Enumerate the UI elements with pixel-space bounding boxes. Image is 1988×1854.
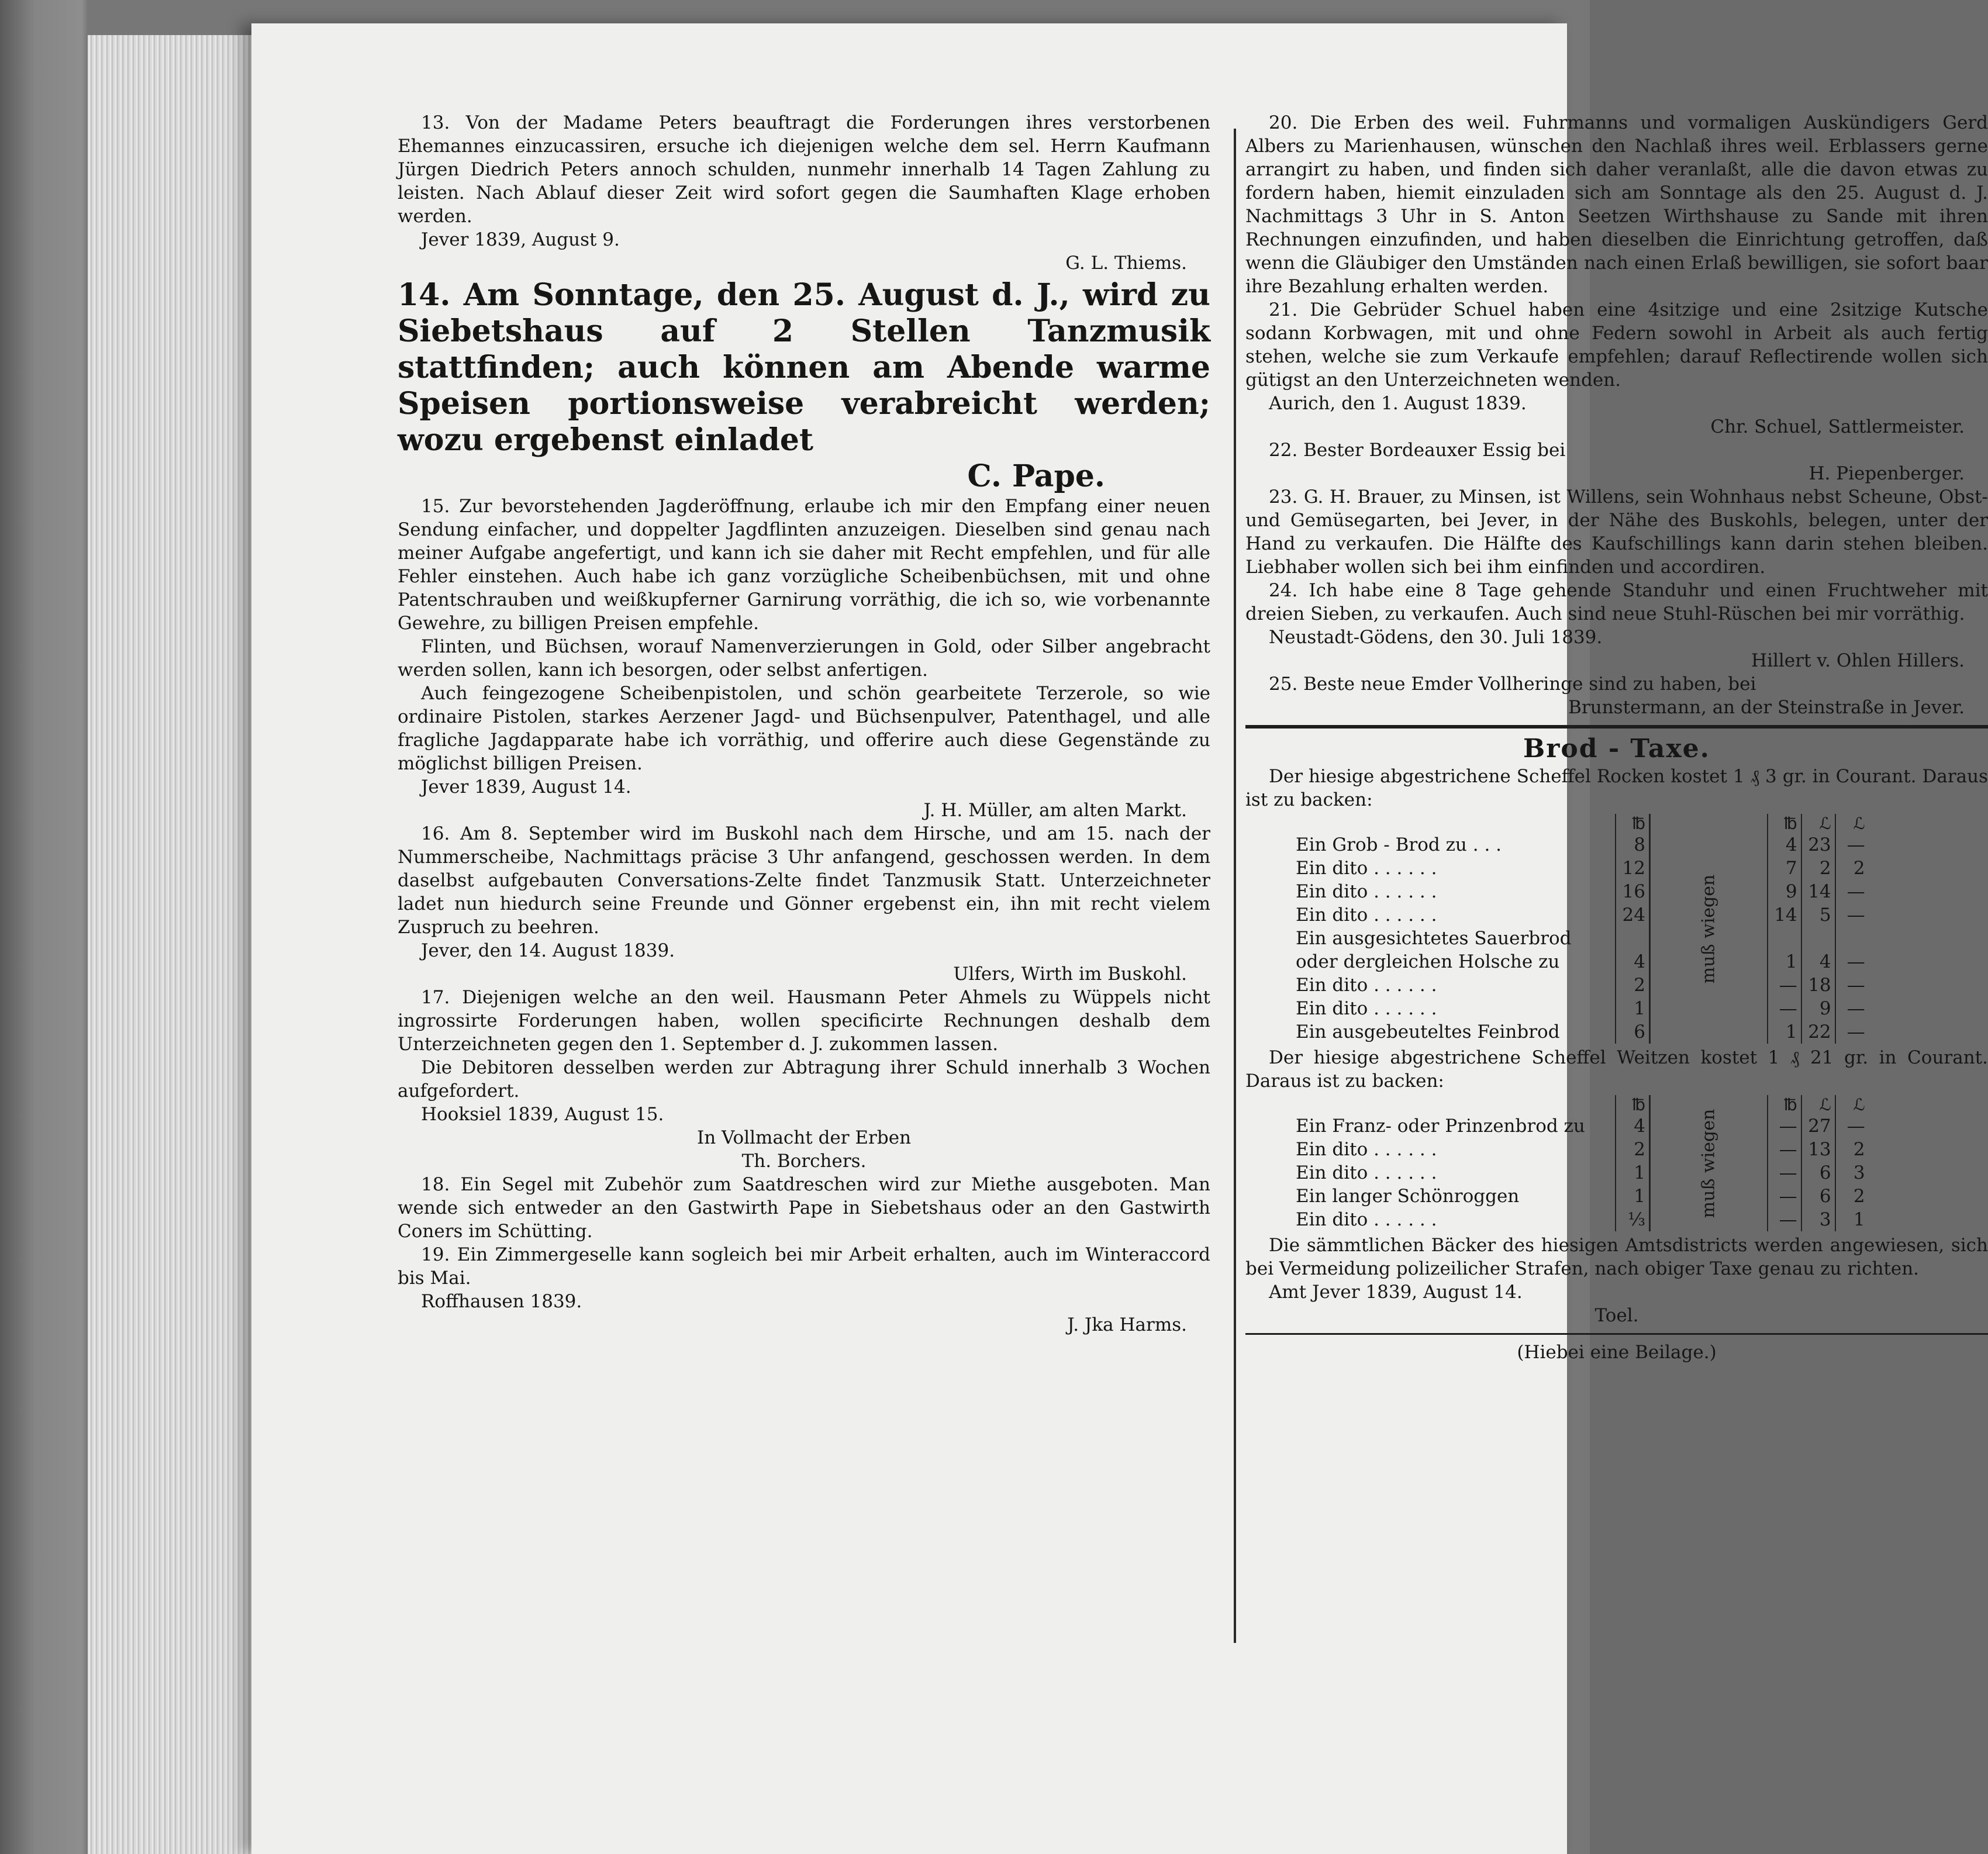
bread-name-cell: Ein dito . . . . . .	[1296, 858, 1437, 879]
value-cell	[1801, 927, 1835, 950]
notice-15-paragraph-2: Flinten, und Büchsen, worauf Namenverzierungen in Gold, oder Silber angebracht werden sollen, kann ich besorgen, oder selbst anfertigen.	[398, 636, 1210, 681]
table-row	[1292, 1185, 1869, 1208]
table-row	[1292, 927, 1869, 950]
value-cell: 2	[1835, 1138, 1869, 1161]
notice-14-text: 14. Am Sonntage, den 25. August d. J., wird zu Siebetshaus auf 2 Stellen Tanzmusik stattfinden; auch können am Abende warme Speisen portionsweise verabreicht werden; wozu ergebenst einladet	[398, 277, 1210, 458]
bread-name-cell: Ein dito . . . . . .	[1296, 1209, 1437, 1230]
value-cell: —	[1768, 997, 1801, 1020]
bread-name-cell: Ein Franz- oder Prinzenbrod zu	[1296, 1116, 1585, 1137]
value-cell	[1768, 927, 1801, 950]
must-weigh-label: muß wiegen	[1650, 1095, 1768, 1231]
header-pound-2: ℔	[1768, 1095, 1801, 1114]
value-cell: —	[1835, 903, 1869, 927]
table-row	[1292, 880, 1869, 903]
value-cell: 13	[1801, 1138, 1835, 1161]
closing-rule	[1245, 1333, 1988, 1335]
value-cell: 1	[1768, 1020, 1801, 1044]
wheat-bread-table	[1292, 1095, 1869, 1231]
table-row	[1292, 1138, 1869, 1161]
left-column	[398, 111, 1210, 1337]
value-cell: —	[1835, 1114, 1869, 1138]
notice-21-signature: Chr. Schuel, Sattlermeister.	[1710, 416, 1965, 437]
notice-19-signature: J. Jka Harms.	[1067, 1314, 1187, 1335]
value-cell: 9	[1768, 880, 1801, 903]
table-row	[1292, 1161, 1869, 1185]
value-cell: 2	[1835, 857, 1869, 880]
value-cell: 7	[1768, 857, 1801, 880]
column-divider	[1234, 129, 1236, 1643]
value-cell: 6	[1801, 1161, 1835, 1185]
value-cell: 16	[1616, 880, 1650, 903]
bread-name-cell: oder dergleichen Holsche zu	[1296, 951, 1560, 972]
table-row	[1292, 997, 1869, 1020]
value-cell: —	[1768, 1138, 1801, 1161]
table-row	[1292, 1208, 1869, 1231]
rye-price-intro: Der hiesige abgestrichene Scheffel Rocken kostet 1 ₰ 3 gr. in Courant. Daraus ist zu backen:	[1245, 766, 1988, 810]
book-page-edges	[88, 35, 263, 1854]
value-cell: 2	[1616, 973, 1650, 997]
value-cell: —	[1835, 880, 1869, 903]
header-pound: ℔	[1616, 1095, 1650, 1114]
value-cell: 27	[1801, 1114, 1835, 1138]
value-cell: —	[1835, 833, 1869, 857]
bread-name-cell: Ein dito . . . . . .	[1296, 1139, 1437, 1160]
notice-16-text: 16. Am 8. September wird im Buskohl nach dem Hirsche, und am 15. nach der Nummerscheibe, Nachmittags präcise 3 Uhr anfangend, geschossen werden. In dem daselbst aufgebauten Conversations-Zelte findet Tanzmusik Statt. Unterzeichneter ladet nun hiedurch seine Freunde und Gönner ergebenst ein, ihn mit recht vielem Zuspruch zu beehren.	[398, 823, 1210, 938]
value-cell: —	[1768, 973, 1801, 997]
notice-23-text: 23. G. H. Brauer, zu Minsen, ist Willens, sein Wohnhaus nebst Scheune, Obst- und Gemüsegarten, bei Jever, in der Nähe des Buskohls, belegen, unter der Hand zu verkaufen. Die Hälfte des Kaufschillings kann darin stehen bleiben. Liebhaber wollen sich bei ihm einfinden und accordiren.	[1245, 486, 1988, 578]
value-cell: 23	[1801, 833, 1835, 857]
notice-17-date: Hooksiel 1839, August 15.	[421, 1104, 664, 1125]
value-cell: 4	[1616, 1114, 1650, 1138]
value-cell: —	[1835, 1020, 1869, 1044]
notice-13-date: Jever 1839, August 9.	[421, 229, 620, 250]
table-row	[1292, 950, 1869, 973]
wheat-bread-rows	[1292, 1095, 1869, 1231]
value-cell: 3	[1835, 1161, 1869, 1185]
value-cell: 9	[1801, 997, 1835, 1020]
header-pound-2: ℔	[1768, 814, 1801, 833]
notice-22-signature: H. Piepenberger.	[1808, 463, 1965, 484]
bakers-notice: Die sämmtlichen Bäcker des hiesigen Amtsdistricts werden angewiesen, sich bei Vermeidung polizeilicher Strafen, nach obiger Taxe genau zu richten.	[1245, 1235, 1988, 1279]
header-pound: ℔	[1616, 814, 1650, 833]
table-header-row	[1292, 1095, 1869, 1114]
bread-tax-date: Amt Jever 1839, August 14.	[1269, 1282, 1523, 1303]
value-cell: 1	[1616, 1161, 1650, 1185]
notice-15-paragraph-3: Auch feingezogene Scheibenpistolen, und schön gearbeitete Terzerole, so wie ordinaire Pistolen, starkes Aerzener Jagd- und Büchsenpulver, Patenthagel, und alle fragliche Jagdapparate habe ich vorräthig, und offerire auch diese Gegenstände zu möglichst billigen Preisen.	[398, 683, 1210, 774]
value-cell: —	[1768, 1161, 1801, 1185]
table-row	[1292, 833, 1869, 857]
value-cell: 1	[1616, 1185, 1650, 1208]
value-cell: —	[1835, 997, 1869, 1020]
value-cell: —	[1835, 950, 1869, 973]
notice-17-paragraph-2: Die Debitoren desselben werden zur Abtragung ihrer Schuld innerhalb 3 Wochen aufgefordert.	[398, 1057, 1210, 1102]
header-loth: ℒ	[1801, 814, 1835, 833]
notice-21-text: 21. Die Gebrüder Schuel haben eine 4sitzige und eine 2sitzige Kutsche sodann Korbwagen, mit und ohne Federn sowohl in Arbeit als auch fertig stehen, welche sie zum Verkaufe empfehlen; darauf Reflectirende wollen sich gütigst an den Unterzeichneten wenden.	[1245, 299, 1988, 391]
table-row	[1292, 857, 1869, 880]
value-cell: 4	[1768, 833, 1801, 857]
notice-13-signature: G. L. Thiems.	[1065, 253, 1187, 274]
notice-16-date: Jever, den 14. August 1839.	[421, 940, 675, 961]
value-cell: 14	[1801, 880, 1835, 903]
value-cell: 6	[1616, 1020, 1650, 1044]
must-weigh-label: muß wiegen	[1650, 814, 1768, 1044]
notice-17-signature-line-1: In Vollmacht der Erben	[696, 1127, 912, 1148]
right-column	[1245, 111, 1988, 1364]
notice-15-date: Jever 1839, August 14.	[421, 776, 631, 797]
notice-18-text: 18. Ein Segel mit Zubehör zum Saatdreschen wird zur Miethe ausgeboten. Man wende sich entweder an den Gastwirth Pape in Siebetshaus oder an den Gastwirth Coners im Schütting.	[398, 1174, 1210, 1242]
bread-name-cell: Ein ausgesichtetes Sauerbrod	[1296, 928, 1572, 949]
notice-16-signature: Ulfers, Wirth im Buskohl.	[953, 964, 1187, 985]
value-cell: —	[1768, 1114, 1801, 1138]
notice-19-date: Roffhausen 1839.	[421, 1291, 582, 1312]
notice-15-paragraph-1: 15. Zur bevorstehenden Jagderöffnung, erlaube ich mir den Empfang einer neuen Sendung einfacher, und doppelter Jagdflinten anzuzeigen. Dieselben sind genau nach meiner Aufgabe angefertigt, und kann ich sie daher mit Recht empfehlen, und für alle Fehler einstehen. Auch habe ich ganz vorzügliche Scheibenbüchsen, mit und ohne Patentschrauben und weißkupferner Garnirung vorräthig, die ich so, wie vorbenannte Gewehre, zu billigen Preisen empfehle.	[398, 496, 1210, 634]
value-cell: 8	[1616, 833, 1650, 857]
value-cell: 18	[1801, 973, 1835, 997]
notice-19-text: 19. Ein Zimmergeselle kann sogleich bei mir Arbeit erhalten, auch im Winteraccord bis Mai.	[398, 1244, 1210, 1289]
notice-21-date: Aurich, den 1. August 1839.	[1269, 393, 1527, 414]
value-cell: 22	[1801, 1020, 1835, 1044]
header-quentin: ℒ	[1835, 814, 1869, 833]
value-cell: ⅓	[1616, 1208, 1650, 1231]
notice-14-signature: C. Pape.	[967, 458, 1105, 494]
notice-22-text: 22. Bester Bordeauxer Essig bei	[1269, 440, 1566, 461]
notice-17-paragraph-1: 17. Diejenigen welche an den weil. Hausmann Peter Ahmels zu Wüppels nicht ingrossirte Forderungen haben, wollen specificirte Rechnungen deshalb dem Unterzeichneten gegen den 1. September d. J. zukommen lassen.	[398, 987, 1210, 1055]
value-cell: 24	[1616, 903, 1650, 927]
bread-name-cell: Ein dito . . . . . .	[1296, 904, 1437, 926]
value-cell: 1	[1768, 950, 1801, 973]
value-cell: —	[1835, 973, 1869, 997]
value-cell: 1	[1616, 997, 1650, 1020]
value-cell: 6	[1801, 1185, 1835, 1208]
header-loth: ℒ	[1801, 1095, 1835, 1114]
notice-24-text: 24. Ich habe eine 8 Tage gehende Standuhr und einen Fruchtweher mit dreien Sieben, zu verkaufen. Auch sind neue Stuhl-Rüschen bei mir vorräthig.	[1245, 580, 1988, 624]
newspaper-page	[251, 23, 1988, 1854]
rye-bread-table	[1292, 814, 1869, 1044]
value-cell: —	[1768, 1208, 1801, 1231]
value-cell: 2	[1835, 1185, 1869, 1208]
value-cell: 12	[1616, 857, 1650, 880]
table-row	[1292, 1114, 1869, 1138]
rye-bread-rows	[1292, 814, 1869, 1044]
value-cell	[1616, 927, 1650, 950]
notice-20-text: 20. Die Erben des weil. Fuhrmanns und vormaligen Auskündigers Gerd Albers zu Marienhausen, wünschen den Nachlaß ihres weil. Erblassers gerne arrangirt zu haben, und finden sich daher veranlaßt, alle die davon etwas zu fordern haben, hiemit einzuladen sich am Sonntage als den 25. August d. J. Nachmittags 3 Uhr in S. Anton Seetzen Wirthshause zu Sande mit ihren Rechnungen einzufinden, und haben dieselben die Einrichtung getroffen, daß wenn die Gläubiger den Umständen nach einen Erlaß bewilligen, sie sofort baar ihre Bezahlung erhalten werden.	[1245, 112, 1988, 297]
table-header-row	[1292, 814, 1869, 833]
notice-15-signature: J. H. Müller, am alten Markt.	[923, 800, 1187, 821]
value-cell: 5	[1801, 903, 1835, 927]
notice-25-signature: Brunstermann, an der Steinstraße in Jever.	[1568, 697, 1965, 718]
value-cell: 14	[1768, 903, 1801, 927]
bread-name-cell: Ein ausgebeuteltes Feinbrod	[1296, 1021, 1560, 1042]
bread-name-cell: Ein langer Schönroggen	[1296, 1186, 1520, 1207]
supplement-note: (Hiebei eine Beilage.)	[1517, 1342, 1717, 1363]
bread-name-cell: Ein dito . . . . . .	[1296, 998, 1437, 1019]
notice-24-signature: Hillert v. Ohlen Hillers.	[1751, 650, 1965, 671]
bread-tax-signature: Toel.	[1594, 1305, 1639, 1326]
notice-24-date: Neustadt-Gödens, den 30. Juli 1839.	[1269, 627, 1603, 648]
bread-tax-title: Brod - Taxe.	[1523, 734, 1710, 764]
table-row	[1292, 1020, 1869, 1044]
table-row	[1292, 973, 1869, 997]
section-rule	[1245, 725, 1988, 729]
value-cell: 2	[1801, 857, 1835, 880]
value-cell: 1	[1835, 1208, 1869, 1231]
notice-13-text: 13. Von der Madame Peters beauftragt die Forderungen ihres verstorbenen Ehemannes einzucassiren, ersuche ich diejenigen welche dem sel. Herrn Kaufmann Jürgen Diedrich Peters annoch schulden, nunmehr innerhalb 14 Tagen Zahlung zu leisten. Nach Ablauf dieser Zeit wird sofort gegen die Saumhaften Klage erhoben werden.	[398, 112, 1210, 227]
table-row	[1292, 903, 1869, 927]
notice-25-text: 25. Beste neue Emder Vollheringe sind zu haben, bei	[1269, 674, 1756, 695]
value-cell: 4	[1616, 950, 1650, 973]
value-cell: 4	[1801, 950, 1835, 973]
wheat-price-intro: Der hiesige abgestrichene Scheffel Weitzen kostet 1 ₰ 21 gr. in Courant. Daraus ist zu backen:	[1245, 1047, 1988, 1092]
value-cell: —	[1768, 1185, 1801, 1208]
header-quentin: ℒ	[1835, 1095, 1869, 1114]
value-cell	[1835, 927, 1869, 950]
value-cell: 3	[1801, 1208, 1835, 1231]
bread-name-cell: Ein dito . . . . . .	[1296, 881, 1437, 902]
notice-17-signature-line-2: Th. Borchers.	[741, 1151, 867, 1172]
bread-name-cell: Ein dito . . . . . .	[1296, 1162, 1437, 1183]
bread-name-cell: Ein dito . . . . . .	[1296, 975, 1437, 996]
value-cell: 2	[1616, 1138, 1650, 1161]
bread-name-cell: Ein Grob - Brod zu . . .	[1296, 834, 1502, 855]
